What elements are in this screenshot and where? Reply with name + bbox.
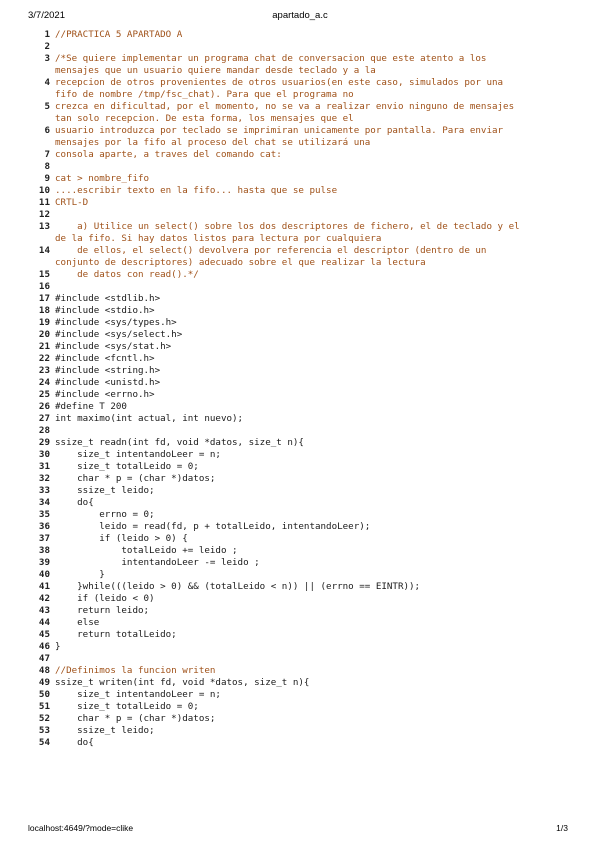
code-text: #include <sys/stat.h>: [55, 341, 172, 352]
code-text: [55, 281, 580, 293]
code-text: ssize_t leido;: [55, 485, 155, 496]
code-line: [20, 161, 580, 173]
line-number: 1: [44, 29, 50, 40]
line-number: 47: [38, 653, 50, 664]
comment-text: consola aparte, a traves del comando cat:: [55, 149, 282, 160]
line-number: 3: [44, 53, 50, 64]
page-footer: [0, 823, 600, 837]
code-line: [20, 125, 580, 149]
comment-text: //Definimos la funcion writen: [55, 665, 216, 676]
code-text: int maximo(int actual, int nuevo);: [55, 413, 244, 424]
line-number: 40: [38, 569, 50, 580]
comment-text: de datos con read().*/: [55, 269, 199, 280]
comment-text: CRTL-D: [55, 197, 89, 208]
code-line: [20, 737, 580, 749]
code-text: [55, 209, 580, 221]
code-line: [20, 293, 580, 305]
code-text: ssize_t readn(int fd, void *datos, size_t n){: [55, 437, 304, 448]
line-number: 35: [38, 509, 50, 520]
code-text: }while(((leido > 0) && (totalLeido < n)) || (errno == EINTR));: [55, 581, 421, 592]
code-text: [55, 161, 580, 173]
code-text: if (leido > 0) {: [55, 533, 188, 544]
line-number: 46: [38, 641, 50, 652]
line-number: 27: [38, 413, 50, 424]
line-number: 42: [38, 593, 50, 604]
code-text: #include <unistd.h>: [55, 377, 161, 388]
line-number: 24: [38, 377, 50, 388]
code-line: [20, 221, 580, 245]
line-number: 43: [38, 605, 50, 616]
code-text: [55, 653, 580, 665]
code-line: [20, 365, 580, 377]
code-line: [20, 689, 580, 701]
code-text: else: [55, 617, 100, 628]
line-number: 32: [38, 473, 50, 484]
code-text: #define T 200: [55, 401, 127, 412]
line-number: 19: [38, 317, 50, 328]
code-text: size_t totalLeido = 0;: [55, 461, 199, 472]
line-number: 53: [38, 725, 50, 736]
line-number: 14: [38, 245, 50, 256]
code-line: [20, 725, 580, 737]
code-line: [20, 713, 580, 725]
code-line: [20, 569, 580, 581]
line-number: 6: [44, 125, 50, 136]
code-line: [20, 413, 580, 425]
code-line: [20, 485, 580, 497]
line-number: 45: [38, 629, 50, 640]
code-line: [20, 245, 580, 269]
code-line: [20, 497, 580, 509]
code-line: [20, 665, 580, 677]
comment-text: crezca en dificultad, por el momento, no se va a realizar envio ninguno de mensajes tan solo recepcion. De esta forma, los mensajes que el: [55, 101, 515, 124]
code-text: do{: [55, 737, 94, 748]
code-text: }: [55, 569, 105, 580]
code-line: [20, 185, 580, 197]
line-number: 22: [38, 353, 50, 364]
line-number: 2: [44, 41, 50, 52]
code-text: errno = 0;: [55, 509, 155, 520]
line-number: 25: [38, 389, 50, 400]
comment-text: recepcion de otros provenientes de otros usuarios(en este caso, simulados por una fifo de nombre /tmp/fsc_chat). Para que el programa no: [55, 77, 504, 100]
code-line: [20, 173, 580, 185]
code-line: [20, 41, 580, 53]
line-number: 34: [38, 497, 50, 508]
code-text: ssize_t writen(int fd, void *datos, size_t n){: [55, 677, 310, 688]
page-number: 1/3: [556, 823, 568, 833]
code-text: leido = read(fd, p + totalLeido, intentandoLeer);: [55, 521, 371, 532]
code-text: #include <sys/select.h>: [55, 329, 183, 340]
code-line: [20, 77, 580, 101]
line-number: 21: [38, 341, 50, 352]
code-text: #include <errno.h>: [55, 389, 155, 400]
comment-text: a) Utilice un select() sobre los dos descriptores de fichero, el de teclado y el de la fifo. Si hay datos listos para lectura por cualquiera: [55, 221, 520, 244]
code-line: [20, 305, 580, 317]
code-line: [20, 473, 580, 485]
comment-text: cat > nombre_fifo: [55, 173, 150, 184]
line-number: 48: [38, 665, 50, 676]
code-text: if (leido < 0): [55, 593, 155, 604]
line-number: 23: [38, 365, 50, 376]
code-text: char * p = (char *)datos;: [55, 713, 216, 724]
code-line: [20, 389, 580, 401]
code-line: [20, 593, 580, 605]
line-number: 50: [38, 689, 50, 700]
code-line: [20, 509, 580, 521]
line-number: 10: [38, 185, 50, 196]
code-text: }: [55, 641, 61, 652]
line-number: 9: [44, 173, 50, 184]
code-line: [20, 545, 580, 557]
code-text: return totalLeido;: [55, 629, 177, 640]
line-number: 54: [38, 737, 50, 748]
line-number: 44: [38, 617, 50, 628]
code-line: [20, 53, 580, 77]
code-line: [20, 437, 580, 449]
comment-text: de ellos, el select() devolvera por referencia el descriptor (dentro de un conjunto de descriptores) adecuado sobre el que realizar la lectura: [55, 245, 487, 268]
line-number: 37: [38, 533, 50, 544]
code-line: [20, 269, 580, 281]
code-text: [55, 425, 580, 437]
code-line: [20, 581, 580, 593]
line-number: 12: [38, 209, 50, 220]
code-text: #include <sys/types.h>: [55, 317, 177, 328]
document-title: apartado_a.c: [272, 10, 328, 21]
line-number: 26: [38, 401, 50, 412]
line-number: 31: [38, 461, 50, 472]
line-number: 4: [44, 77, 50, 88]
line-number: 38: [38, 545, 50, 556]
line-number: 13: [38, 221, 50, 232]
code-line: [20, 521, 580, 533]
code-line: [20, 401, 580, 413]
code-line: [20, 197, 580, 209]
code-line: [20, 353, 580, 365]
line-number: 52: [38, 713, 50, 724]
line-number: 11: [38, 197, 50, 208]
code-line: [20, 29, 580, 41]
line-number: 49: [38, 677, 50, 688]
code-text: char * p = (char *)datos;: [55, 473, 216, 484]
page-header: [0, 10, 600, 24]
code-text: return leido;: [55, 605, 150, 616]
code-line: [20, 425, 580, 437]
code-line: [20, 329, 580, 341]
code-line: [20, 101, 580, 125]
code-text: do{: [55, 497, 94, 508]
code-text: #include <fcntl.h>: [55, 353, 155, 364]
print-date: 3/7/2021: [28, 10, 65, 21]
line-number: 17: [38, 293, 50, 304]
line-number: 20: [38, 329, 50, 340]
code-line: [20, 677, 580, 689]
code-text: [55, 41, 580, 53]
page-url: localhost:4649/?mode=clike: [28, 823, 134, 833]
code-line: [20, 533, 580, 545]
code-text: size_t totalLeido = 0;: [55, 701, 199, 712]
code-line: [20, 461, 580, 473]
line-number: 29: [38, 437, 50, 448]
code-text: #include <stdio.h>: [55, 305, 155, 316]
line-number: 36: [38, 521, 50, 532]
code-text: #include <stdlib.h>: [55, 293, 161, 304]
line-number: 51: [38, 701, 50, 712]
line-number: 7: [44, 149, 50, 160]
code-text: ssize_t leido;: [55, 725, 155, 736]
comment-text: ....escribir texto en la fifo... hasta que se pulse: [55, 185, 338, 196]
line-number: 15: [38, 269, 50, 280]
line-number: 5: [44, 101, 50, 112]
code-line: [20, 641, 580, 653]
code-line: [20, 653, 580, 665]
line-number: 30: [38, 449, 50, 460]
code-line: [20, 377, 580, 389]
code-line: [20, 557, 580, 569]
line-number: 8: [44, 161, 50, 172]
code-line: [20, 281, 580, 293]
code-line: [20, 617, 580, 629]
comment-text: //PRACTICA 5 APARTADO A: [55, 29, 183, 40]
code-line: [20, 449, 580, 461]
line-number: 28: [38, 425, 50, 436]
code-text: size_t intentandoLeer = n;: [55, 689, 221, 700]
line-number: 33: [38, 485, 50, 496]
code-text: size_t intentandoLeer = n;: [55, 449, 221, 460]
code-line: [20, 605, 580, 617]
comment-text: usuario introduzca por teclado se imprimiran unicamente por pantalla. Para enviar mensajes por la fifo al proceso del chat se utilizará una: [55, 125, 504, 148]
code-listing: [20, 29, 580, 749]
line-number: 18: [38, 305, 50, 316]
code-text: intentandoLeer -= leido ;: [55, 557, 260, 568]
code-line: [20, 701, 580, 713]
code-line: [20, 149, 580, 161]
line-number: 39: [38, 557, 50, 568]
code-text: totalLeido += leido ;: [55, 545, 238, 556]
line-number: 16: [38, 281, 50, 292]
code-text: #include <string.h>: [55, 365, 161, 376]
code-line: [20, 209, 580, 221]
code-line: [20, 629, 580, 641]
code-line: [20, 317, 580, 329]
code-line: [20, 341, 580, 353]
line-number: 41: [38, 581, 50, 592]
comment-text: /*Se quiere implementar un programa chat de conversacion que este atento a los mensajes que un usuario quiere mandar desde teclado y a la: [55, 53, 487, 76]
